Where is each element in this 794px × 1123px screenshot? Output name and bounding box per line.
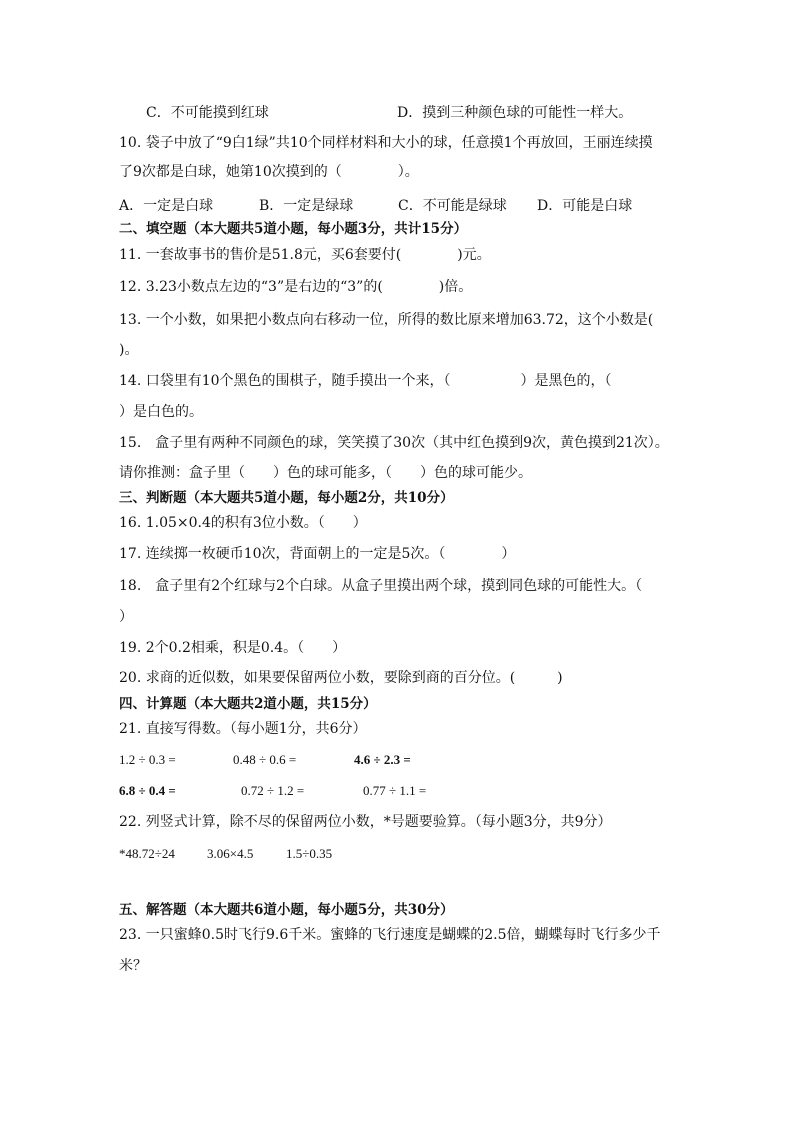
q18-line-1: 18. 盒子里有2个红球与2个白球。从盒子里摸出两个球，摸到同色球的可能性大。（ xyxy=(119,578,643,594)
q13-line-1: 13. 一个小数，如果把小数点向右移动一位，所得的数比原来增加63.72，这个小数是( xyxy=(119,312,654,328)
calc-2-1: 6.8 ÷ 0.4 = xyxy=(119,783,176,798)
q10-option-b: B．一定是绿球 xyxy=(259,198,354,214)
q10-option-a: A．一定是白球 xyxy=(119,198,214,214)
q12: 12. 3.23小数点左边的“3”是右边的“3”的( )倍。 xyxy=(119,279,473,295)
calc-1-3: 4.6 ÷ 2.3 = xyxy=(354,752,411,767)
section-5-heading: 五、解答题（本大题共6道小题，每小题5分，共30分） xyxy=(119,902,454,918)
q10-line-2: 了9次都是白球，她第10次摸到的（ ）。 xyxy=(119,164,419,180)
q11: 11. 一套故事书的售价是51.8元，买6套要付( )元。 xyxy=(119,247,491,263)
q9-option-c: C．不可能摸到红球 xyxy=(146,105,269,121)
q10-line-1: 10. 袋子中放了“9白1绿”共10个同样材料和大小的球，任意摸1个再放回，王丽连续摸 xyxy=(119,135,653,151)
q10-option-c: C．不可能是绿球 xyxy=(398,198,507,214)
q10-option-d: D．可能是白球 xyxy=(537,198,633,214)
section-3-heading: 三、判断题（本大题共5道小题，每小题2分，共10分） xyxy=(119,490,454,506)
q22: 22. 列竖式计算，除不尽的保留两位小数，*号题要验算。（每小题3分，共9分） xyxy=(119,814,612,830)
section-2-heading: 二、填空题（本大题共5道小题，每小题3分，共计15分） xyxy=(119,221,468,237)
q21: 21. 直接写得数。（每小题1分，共6分） xyxy=(119,721,367,737)
q17: 17. 连续掷一枚硬币10次，背面朝上的一定是5次。（ ） xyxy=(119,546,516,562)
q18-line-2: ） xyxy=(119,609,133,625)
q19: 19. 2个0.2相乘，积是0.4。（ ） xyxy=(119,640,347,656)
calc-1-2: 0.48 ÷ 0.6 = xyxy=(233,752,297,767)
q13-line-2: )。 xyxy=(119,342,139,358)
q22-item-1: *48.72÷24 xyxy=(119,846,175,861)
calc-1-1: 1.2 ÷ 0.3 = xyxy=(119,752,176,767)
q22-item-3: 1.5÷0.35 xyxy=(286,846,333,861)
q14-line-2: ）是白色的。 xyxy=(119,404,203,420)
section-4-heading: 四、计算题（本大题共2道小题，共15分） xyxy=(119,696,377,712)
q15-line-1: 15. 盒子里有两种不同颜色的球，笑笑摸了30次（其中红色摸到9次，黄色摸到21次）。 xyxy=(119,435,669,451)
q14-line-1: 14. 口袋里有10个黑色的围棋子，随手摸出一个来，（ ）是黑色的，（ xyxy=(119,373,612,389)
q16: 16. 1.05×0.4的积有3位小数。（ ） xyxy=(119,515,367,531)
q9-option-d: D．摸到三种颜色球的可能性一样大。 xyxy=(397,105,633,121)
q15-line-2: 请你推测：盒子里（ ）色的球可能多，（ ）色的球可能少。 xyxy=(119,465,532,481)
calc-2-3: 0.77 ÷ 1.1 = xyxy=(363,783,427,798)
q23-line-1: 23. 一只蜜蜂0.5时飞行9.6千米。蜜蜂的飞行速度是蝴蝶的2.5倍，蝴蝶每时飞行多少千 xyxy=(119,927,661,943)
q23-line-2: 米？ xyxy=(119,958,147,974)
calc-2-2: 0.72 ÷ 1.2 = xyxy=(241,783,305,798)
q22-item-2: 3.06×4.5 xyxy=(207,846,254,861)
q20: 20. 求商的近似数，如果要保留两位小数，要除到商的百分位。( ) xyxy=(119,670,563,686)
